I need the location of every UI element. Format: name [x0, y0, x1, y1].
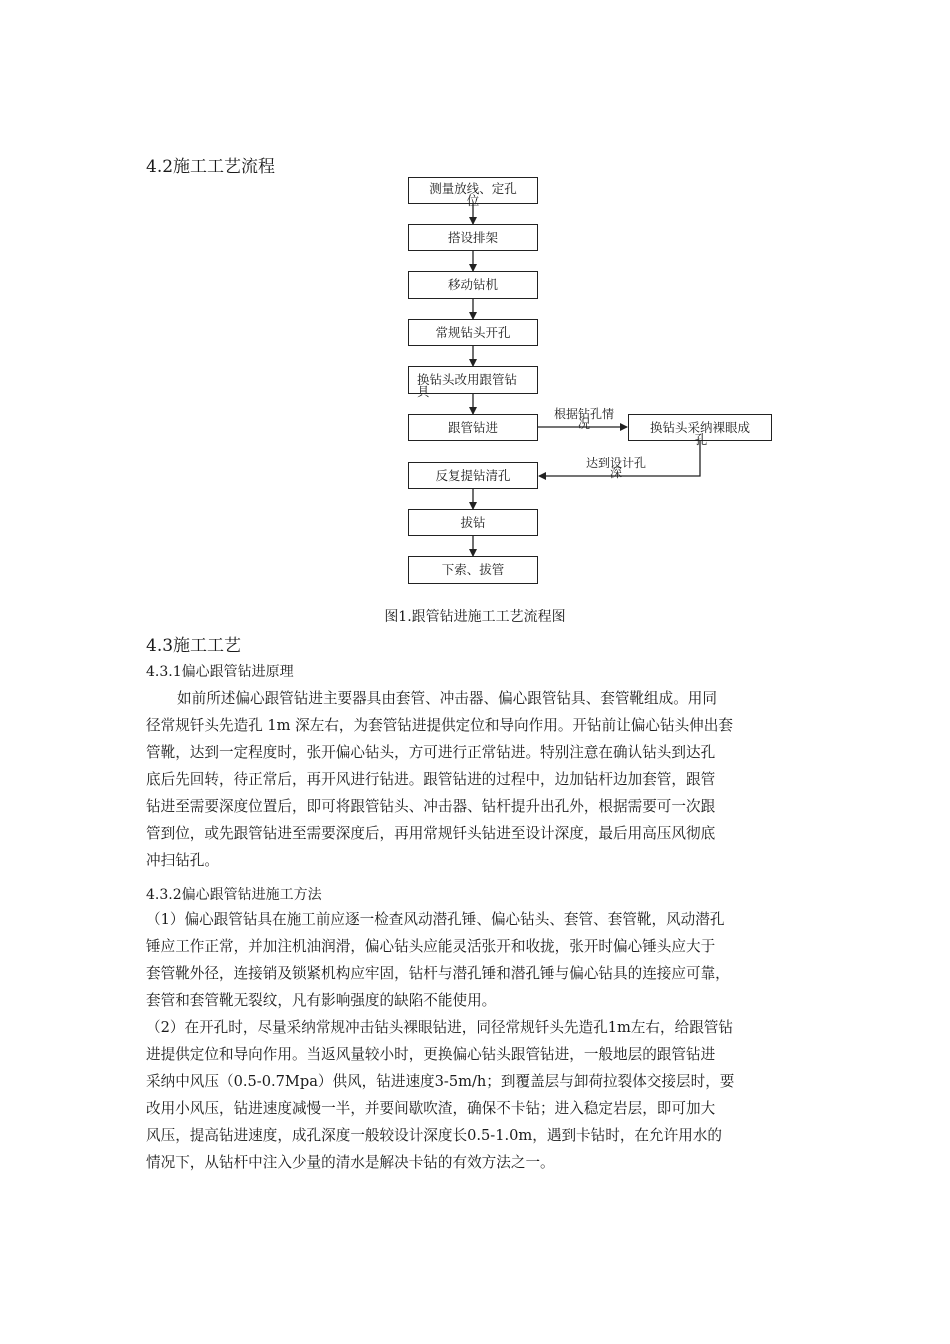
flow-branch-label: 根据钻孔情 况 — [553, 407, 614, 431]
flow-step-survey: 测量放线、定孔 位 — [408, 177, 538, 204]
paragraph-method-1: （1）偏心跟管钻具在施工前应逐一检查风动潜孔锤、偏心钻头、套管、套管靴，风动潜孔 锤应工作正常，并加注机油润滑，偏心钻头应能灵活张开和收拢，张开时偏心锤头应大于 套管靴外径，连接销及锁紧机构应牢固，钻杆与潜孔锤和潜孔锤与偏心钻具的连接应可靠， 套管和套管靴无裂纹，凡有影响强度的缺陷不能使用。 — [146, 911, 730, 1009]
subsection-heading-4-3-1: 4.3.1偏心跟管钻进原理 — [146, 664, 294, 680]
section-heading-4-2: 4.2施工工艺流程 — [146, 157, 276, 177]
flow-step-change-bit: 换钻头改用跟管钻 具 — [408, 366, 538, 394]
flow-step-casing-drilling: 跟管钻进 — [408, 414, 538, 441]
flow-step-conventional-bit: 常规钻头开孔 — [408, 319, 538, 346]
flow-step-clean-hole: 反复提钻清孔 — [408, 462, 538, 489]
paragraph-principle: 如前所述偏心跟管钻进主要器具由套管、冲击器、偏心跟管钻具、套管靴组成。用同 径常规钎头先造孔 1m 深左右，为套管钻进提供定位和导向作用。开钻前让偏心钻头伸出套 管靴，达到一定程度时，张开偏心钻头，方可进行正常钻进。特别注意在确认钻头到达孔 底后先回转，待正常后，再开风进行钻进。跟管钻进的过程中，边加钻杆边加套管，跟管 钻进至需要深度位置后，即可将跟管钻头、冲击器、钻杆提升出孔外，根据需要可一次跟 管到位，或先跟管钻进至需要深度后，再用常规钎头钻进至设计深度，最后用高压风彻底 冲扫钻孔。 — [146, 690, 733, 869]
flow-step-pull-drill: 拔钻 — [408, 509, 538, 536]
paragraph-method-2: （2）在开孔时，尽量采纳常规冲击钻头裸眼钻进，同径常规钎头先造孔1m左右，给跟管钻 进提供定位和导向作用。当返风量较小时，更换偏心钻头跟管钻进，一般地层的跟管钻进 采纳中风压（0.5-0.7Mpa）供风，钻进速度3-5m/h；到覆盖层与卸荷拉裂体交接层时，要 改用小风压，钻进速度减慢一半，并要间歇吹渣，确保不卡钻；进入稳定岩层，即可加大 风压，提高钻进速度，成孔深度一般较设计深度长0.5-1.0m，遇到卡钻时，在允许用水的 情况下，从钻杆中注入少量的清水是解决卡钻的有效方法之一。 — [146, 1019, 735, 1171]
flow-step-scaffold: 搭设排架 — [408, 224, 538, 251]
flow-return-label: 达到设计孔 深 — [585, 456, 646, 480]
flow-step-move-rig: 移动钻机 — [408, 271, 538, 299]
flow-side-open-hole: 换钻头采纳裸眼成 孔 — [628, 414, 772, 441]
flow-step-cable-pull-casing: 下索、拔管 — [408, 556, 538, 584]
section-heading-4-3: 4.3施工工艺 — [146, 636, 242, 656]
subsection-heading-4-3-2: 4.3.2偏心跟管钻进施工方法 — [146, 887, 322, 903]
figure-caption: 图1.跟管钻进施工工艺流程图 — [384, 609, 566, 625]
